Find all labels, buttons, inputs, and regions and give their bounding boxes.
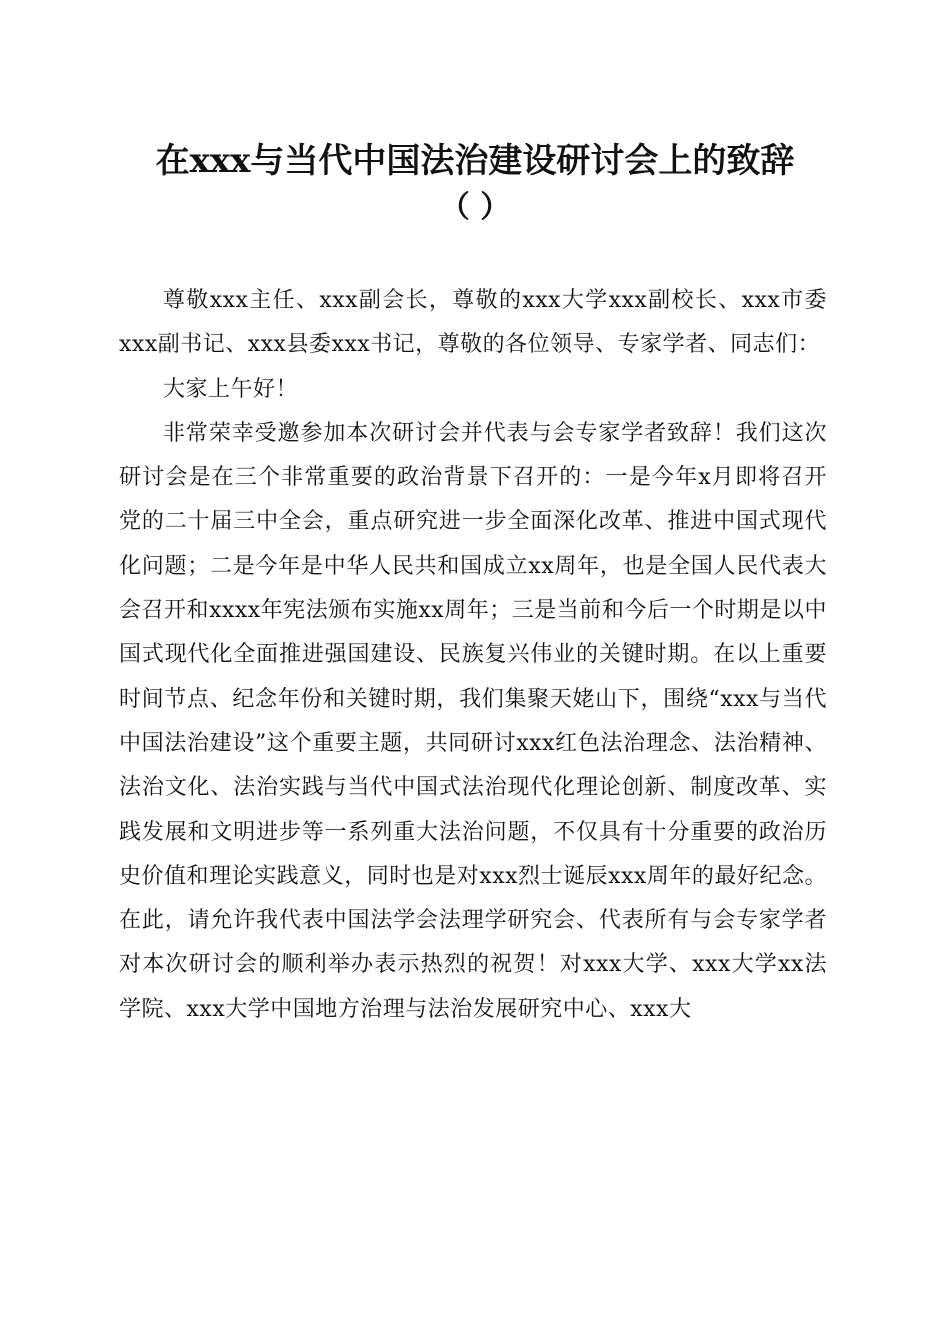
document-title: 在xxx与当代中国法治建设研讨会上的致辞 xyxy=(155,141,795,181)
document-body xyxy=(119,279,827,1032)
title-block xyxy=(0,136,950,230)
body-paragraph: 非常荣幸受邀参加本次研讨会并代表与会专家学者致辞！我们这次研讨会是在三个非常重要的政治背景下召开的：一是今年x月即将召开党的二十届三中全会，重点研究进一步全面深化改革、推进中国式现代化问题；二是今年是中华人民共和国成立xx周年，也是全国人民代表大会召开和xxxx年宪法颁布实施xx周年；三是当前和今后一个时期是以中国式现代化全面推进强国建设、民族复兴伟业的关键时期。在以上重要时间节点、纪念年份和关键时期，我们集聚天姥山下，围绕“xxx与当代中国法治建设”这个重要主题，共同研讨xxx红色法治理念、法治精神、法治文化、法治实践与当代中国式法治现代化理论创新、制度改革、实践发展和文明进步等一系列重大法治问题，不仅具有十分重要的政治历史价值和理论实践意义，同时也是对xxx烈士诞辰xxx周年的最好纪念。在此，请允许我代表中国法学会法理学研究会、代表所有与会专家学者对本次研讨会的顺利举办表示热烈的祝贺！对xxx大学、xxx大学xx法学院、xxx大学中国地方治理与法治发展研究中心、xxx大 xyxy=(119,420,827,1022)
document-subtitle: （ ） xyxy=(439,190,511,225)
salutation-paragraph: 尊敬xxx主任、xxx副会长，尊敬的xxx大学xxx副校长、xxx市委xxx副书记、xxx县委xxx书记，尊敬的各位领导、专家学者、同志们： xyxy=(119,288,827,358)
greeting-paragraph: 大家上午好！ xyxy=(163,376,299,402)
